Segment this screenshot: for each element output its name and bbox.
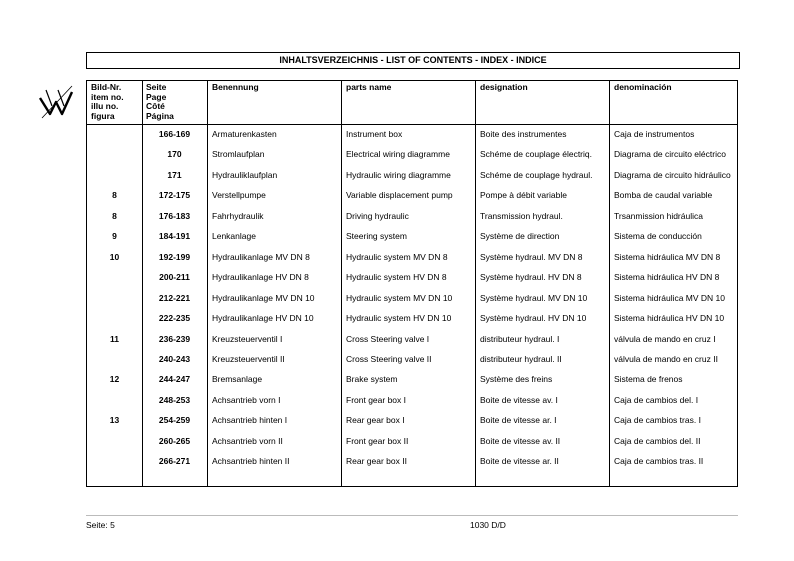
row-benennung: Achsantrieb hinten I <box>212 415 288 426</box>
row-seite: 266-271 <box>158 456 191 467</box>
row-designation: Schéme de couplage hydraul. <box>480 169 593 180</box>
row-seite: 248-253 <box>158 394 191 405</box>
row-designation: Transmission hydraul. <box>480 210 563 221</box>
row-bild: 8 <box>112 210 117 221</box>
table-row <box>87 353 737 373</box>
header-designation: designation <box>480 82 528 92</box>
table-row <box>87 128 737 148</box>
table-row <box>87 210 737 230</box>
row-designation: Boite des instrumentes <box>480 129 567 139</box>
row-parts-name: Hydraulic system MV DN 8 <box>346 251 448 262</box>
table-row <box>87 394 737 414</box>
table-row <box>87 230 737 250</box>
manufacturer-logo <box>38 84 76 122</box>
row-denominacion: Sistema de frenos <box>614 374 683 385</box>
table-row <box>87 333 737 353</box>
row-benennung: Fahrhydraulik <box>212 210 264 221</box>
header-bild-line: Bild-Nr. <box>91 82 122 92</box>
row-bild: 12 <box>109 374 120 385</box>
row-designation: Pompe à débit variable <box>480 190 567 201</box>
row-seite: 192-199 <box>158 251 191 262</box>
header-seite <box>146 83 174 121</box>
row-denominacion: Sistema de conducción <box>614 231 702 242</box>
row-benennung: Achsantrieb hinten II <box>212 456 290 467</box>
header-bild-line: item no. <box>91 91 124 102</box>
row-designation: Système hydraul. MV DN 8 <box>480 251 583 262</box>
row-parts-name: Rear gear box II <box>346 456 407 467</box>
header-bild-line: illu no. <box>91 101 119 111</box>
table-row <box>87 435 737 455</box>
row-parts-name: Rear gear box I <box>346 415 405 426</box>
row-designation: Boite de vitesse ar. I <box>480 415 557 426</box>
header-parts-name: parts name <box>346 82 392 92</box>
row-parts-name: Electrical wiring diagramme <box>346 149 450 160</box>
row-denominacion: válvula de mando en cruz I <box>614 333 716 344</box>
row-seite: 200-211 <box>159 272 190 283</box>
header-divider <box>87 124 737 125</box>
table-row <box>87 148 737 168</box>
row-benennung: Hydraulikanlage MV DN 8 <box>212 251 310 262</box>
row-bild: 10 <box>109 251 120 262</box>
header-seite-line: Page <box>146 91 167 102</box>
row-designation: distributeur hydraul. I <box>480 333 560 344</box>
row-parts-name: Driving hydraulic <box>346 210 409 221</box>
row-seite: 172-175 <box>158 190 191 201</box>
row-designation: Boite de vitesse ar. II <box>480 456 559 467</box>
header-bild <box>91 83 124 121</box>
row-parts-name: Steering system <box>346 231 407 242</box>
row-denominacion: Sistema hidráulica HV DN 10 <box>614 313 725 324</box>
row-seite: 184-191 <box>158 231 191 242</box>
row-seite: 236-239 <box>158 333 191 344</box>
row-designation: Schéme de couplage électriq. <box>480 149 592 160</box>
row-parts-name: Front gear box II <box>346 435 409 446</box>
row-designation: distributeur hydraul. II <box>480 353 562 364</box>
row-parts-name: Hydraulic system MV DN 10 <box>346 292 453 303</box>
row-seite: 240-243 <box>158 353 191 364</box>
row-parts-name: Cross Steering valve II <box>346 353 432 364</box>
table-row <box>87 271 737 291</box>
row-benennung: Achsantrieb vorn I <box>212 394 281 405</box>
row-parts-name: Brake system <box>346 374 398 385</box>
row-seite: 244-247 <box>158 374 191 385</box>
row-denominacion: Sistema hidráulica HV DN 8 <box>614 272 720 283</box>
row-designation: Système de direction <box>480 231 560 242</box>
row-seite: 260-265 <box>158 435 191 446</box>
row-denominacion: Diagrama de circuito eléctrico <box>614 149 726 160</box>
row-benennung: Hydraulikanlage HV DN 8 <box>212 272 309 283</box>
table-row <box>87 455 737 475</box>
row-benennung: Hydraulikanlage HV DN 10 <box>212 313 314 324</box>
row-benennung: Lenkanlage <box>212 231 256 242</box>
row-denominacion: Caja de cambios del. II <box>614 435 701 446</box>
table-row <box>87 414 737 434</box>
row-benennung: Bremsanlage <box>212 374 263 385</box>
row-benennung: Hydrauliklaufplan <box>212 169 278 180</box>
row-denominacion: Bomba de caudal variable <box>614 190 713 201</box>
document-number: 1030 D/D <box>470 520 506 530</box>
row-denominacion: Caja de cambios tras. II <box>614 456 704 467</box>
row-designation: Boite de vitesse av. I <box>480 394 558 405</box>
row-denominacion: Sistema hidráulica MV DN 8 <box>614 251 721 262</box>
header-seite-line: Seite <box>146 82 167 92</box>
header-seite-line: Côté <box>146 101 165 111</box>
table-row <box>87 189 737 209</box>
row-denominacion: Trsanmission hidráulica <box>614 210 703 221</box>
row-designation: Boite de vitesse av. II <box>480 435 561 446</box>
row-seite: 254-259 <box>158 415 191 426</box>
header-denominacion: denominación <box>614 82 672 92</box>
row-seite: 166-169 <box>158 129 191 139</box>
row-benennung: Kreuzsteuerventil I <box>212 333 283 344</box>
row-denominacion: válvula de mando en cruz II <box>614 353 718 364</box>
table-row <box>87 251 737 271</box>
document-title: INHALTSVERZEICHNIS - LIST OF CONTENTS - INDEX - INDICE <box>86 52 740 69</box>
row-seite: 222-235 <box>158 313 191 324</box>
row-bild: 13 <box>109 415 120 426</box>
row-designation: Système des freins <box>480 374 553 385</box>
header-seite-line: Página <box>146 110 174 121</box>
row-designation: Système hydraul. HV DN 8 <box>480 272 582 283</box>
row-seite: 212-221 <box>158 292 191 303</box>
row-denominacion: Sistema hidráulica MV DN 10 <box>614 292 726 303</box>
row-benennung: Armaturenkasten <box>212 129 277 139</box>
page-number: Seite: 5 <box>86 520 115 530</box>
row-parts-name: Instrument box <box>346 129 403 139</box>
row-parts-name: Variable displacement pump <box>346 190 453 201</box>
row-benennung: Stromlaufplan <box>212 149 265 160</box>
row-parts-name: Hydraulic system HV DN 8 <box>346 272 447 283</box>
row-designation: Système hydraul. HV DN 10 <box>480 313 587 324</box>
header-benennung: Benennung <box>212 82 259 92</box>
row-denominacion: Caja de cambios tras. I <box>614 415 701 426</box>
row-bild: 8 <box>112 190 117 201</box>
row-parts-name: Hydraulic system HV DN 10 <box>346 313 452 324</box>
row-denominacion: Diagrama de circuito hidráulico <box>614 169 731 180</box>
row-denominacion: Caja de instrumentos <box>614 129 695 139</box>
row-benennung: Verstellpumpe <box>212 190 266 201</box>
row-parts-name: Front gear box I <box>346 394 407 405</box>
row-bild: 9 <box>112 231 117 242</box>
row-seite: 171 <box>167 169 182 180</box>
row-denominacion: Caja de cambios del. I <box>614 394 699 405</box>
row-seite: 176-183 <box>158 210 191 221</box>
header-bild-line: figura <box>91 110 115 121</box>
table-row <box>87 312 737 332</box>
row-benennung: Achsantrieb vorn II <box>212 435 283 446</box>
row-designation: Système hydraul. MV DN 10 <box>480 292 588 303</box>
contents-table <box>86 80 738 487</box>
row-seite: 170 <box>167 149 182 160</box>
row-parts-name: Cross Steering valve I <box>346 333 430 344</box>
row-parts-name: Hydraulic wiring diagramme <box>346 169 451 180</box>
table-row <box>87 373 737 393</box>
table-row <box>87 169 737 189</box>
row-benennung: Kreuzsteuerventil II <box>212 353 285 364</box>
row-benennung: Hydraulikanlage MV DN 10 <box>212 292 315 303</box>
row-bild: 11 <box>110 333 119 344</box>
footer-divider <box>86 515 738 516</box>
table-row <box>87 292 737 312</box>
